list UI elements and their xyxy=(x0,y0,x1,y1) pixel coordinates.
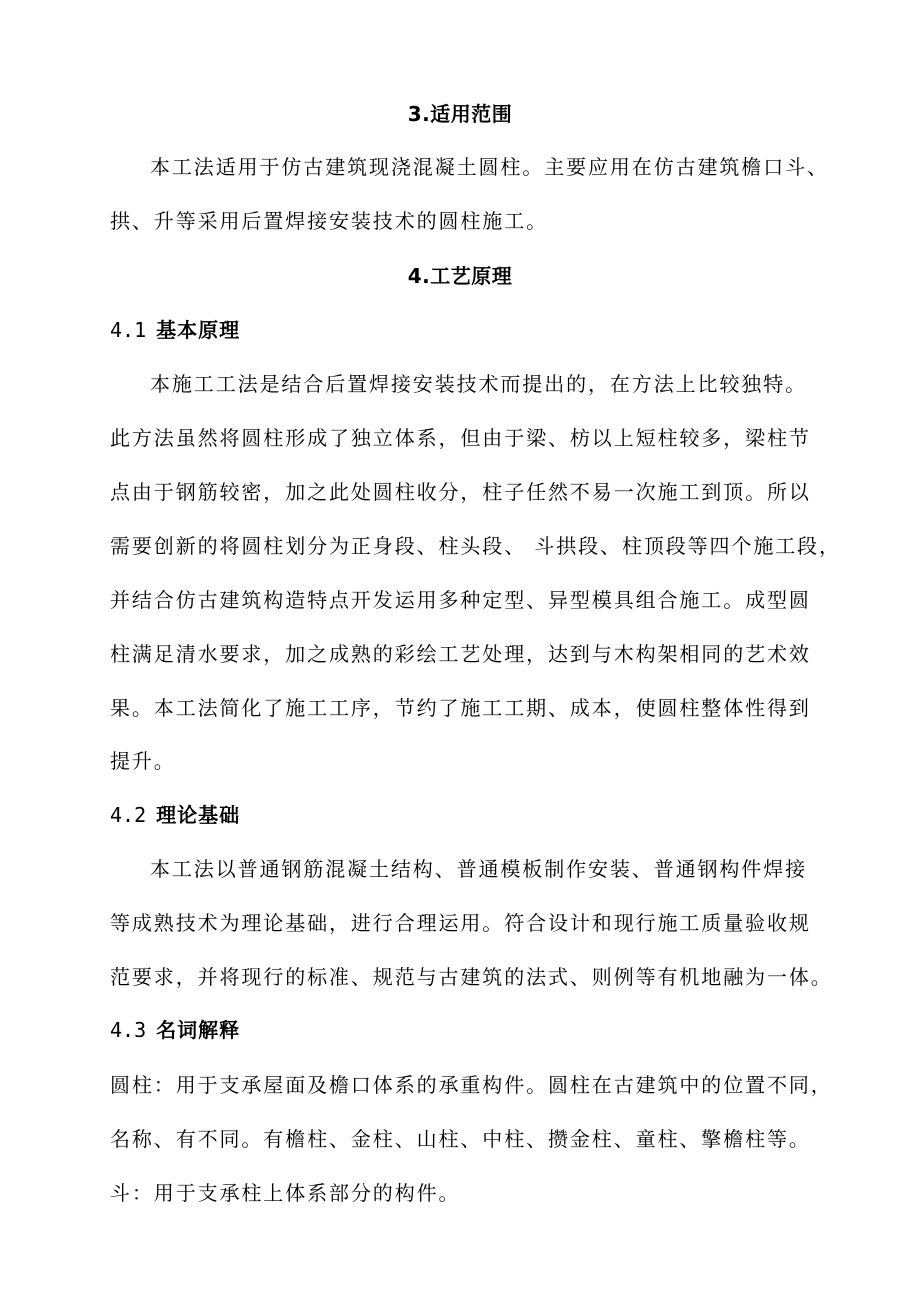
paragraph-line: 并结合仿古建筑构造特点开发运用多种定型、异型模具组合施工。成型圆 xyxy=(110,588,811,612)
subsection-title: 基本原理 xyxy=(156,318,241,342)
paragraph-line: 等成熟技术为理论基础，进行合理运用。符合设计和现行施工质量验收规 xyxy=(110,911,811,935)
section-title-3: 3.适用范围 xyxy=(407,102,513,126)
subsection-title: 理论基础 xyxy=(156,803,241,827)
paragraph-line: 提升。 xyxy=(110,749,176,773)
paragraph-line: 本施工工法是结合后置焊接安装技术而提出的，在方法上比较独特。 xyxy=(150,372,807,396)
paragraph-line: 名称、有不同。有檐柱、金柱、山柱、中柱、攒金柱、童柱、擎檐柱等。 xyxy=(110,1127,811,1151)
paragraph-line: 斗：用于支承柱上体系部分的构件。 xyxy=(110,1181,461,1205)
subsection-heading-4-1 xyxy=(110,316,240,344)
paragraph-line: 本工法以普通钢筋混凝土结构、普通模板制作安装、普通钢构件焊接 xyxy=(150,857,807,881)
subsection-heading-4-3 xyxy=(110,1016,240,1044)
paragraph-line: 果。本工法简化了施工工序，节约了施工工期、成本，使圆柱整体性得到 xyxy=(110,696,811,720)
section-title-4: 4.工艺原理 xyxy=(407,264,513,288)
paragraph-line: 点由于钢筋较密，加之此处圆柱收分，柱子任然不易一次施工到顶。所以 xyxy=(110,480,811,504)
paragraph-line: 柱满足清水要求，加之成熟的彩绘工艺处理，达到与木构架相同的艺术效 xyxy=(110,642,811,666)
paragraph-line: 拱、升等采用后置焊接安装技术的圆柱施工。 xyxy=(110,209,548,233)
subsection-number: 4.2 xyxy=(110,803,147,827)
subsection-heading-4-2 xyxy=(110,801,240,829)
paragraph-line: 本工法适用于仿古建筑现浇混凝土圆柱。主要应用在仿古建筑檐口斗、 xyxy=(150,155,829,179)
subsection-title: 名词解释 xyxy=(156,1018,241,1042)
subsection-number: 4.1 xyxy=(110,318,147,342)
subsection-number: 4.3 xyxy=(110,1018,147,1042)
paragraph-line: 此方法虽然将圆柱形成了独立体系，但由于梁、枋以上短柱较多，梁柱节 xyxy=(110,426,811,450)
paragraph-line: 范要求，并将现行的标准、规范与古建筑的法式、则例等有机地融为一体。 xyxy=(110,965,833,989)
paragraph-line: 需要创新的将圆柱划分为正身段、柱头段、 斗拱段、柱顶段等四个施工段， xyxy=(110,534,841,558)
paragraph-line: 圆柱：用于支承屋面及檐口体系的承重构件。圆柱在古建筑中的位置不同， xyxy=(110,1073,833,1097)
